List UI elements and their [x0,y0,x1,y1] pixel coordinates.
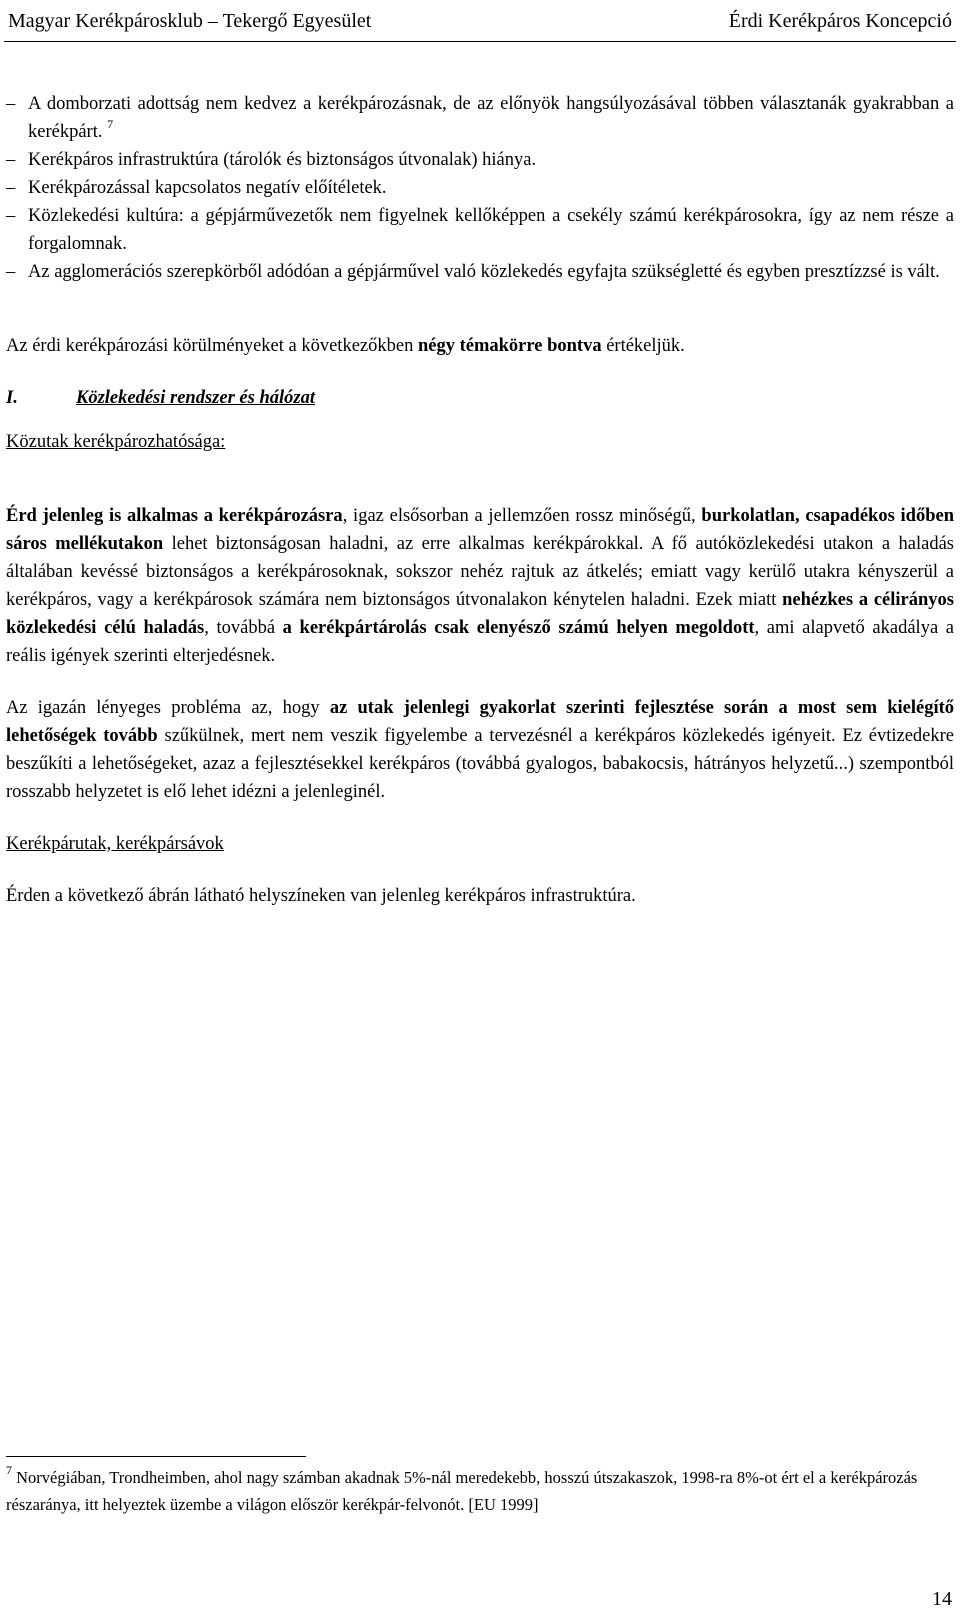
bullet-item [6,258,954,286]
paragraph-road-cyclability: Érd jelenleg is alkalmas a kerékpározásra, igaz elsősorban a jellemzően rossz minőségű, burkolatlan, csapadékos időben sáros mellékutakon lehet biztonságosan haladni, az erre alkalmas kerékpárokkal. A fő autóközlekedési utakon a haladás általában kevéssé biztonságos a kerékpárosoknak, sokszor nehéz rajtuk az átkelés; emiatt vagy kerülő utakra kényszerül a kerékpáros, vagy a kerékpárosok számára nem biztonságos útvonalakon kénytelen haladni. Ezek miatt nehézkes a célirányos közlekedési célú haladás, továbbá a kerékpártárolás csak elenyésző számú helyen megoldott, ami alapvető akadálya a reális igények szerinti elterjedésnek. [6,506,955,666]
intro-paragraph: Az érdi kerékpározási körülményeket a következőkben négy témakörre bontva értékeljük. [6,336,685,356]
footnote-number: 7 [6,1463,12,1477]
main-content [6,90,954,910]
bullet-text: A domborzati adottság nem kedvez a kerékpározásnak, de az előnyök hangsúlyozásával többen választanák gyakrabban a kerékpárt. [28,94,954,142]
dash-marker: – [6,262,16,282]
bullet-item [6,202,954,258]
section-title: Közlekedési rendszer és hálózat [76,388,315,408]
section-heading [6,384,954,412]
dash-marker: – [6,94,16,114]
subheading-bike-lanes: Kerékpárutak, kerékpársávok [6,834,224,854]
footnote-ref[interactable]: 7 [107,117,114,131]
intro-emphasis: négy témakörre bontva [417,336,602,356]
page-header [8,4,952,38]
bullet-text: Közlekedési kultúra: a gépjárművezetők nem figyelnek kellőképpen a csekély számú kerékpárosokra, így az nem része a forgalomnak. [28,206,954,254]
bullet-text: Kerékpározással kapcsolatos negatív előítéletek. [28,178,387,198]
section-number: I. [6,388,18,408]
bullet-item [6,146,954,174]
footnote-text: Norvégiában, Trondheimben, ahol nagy számban akadnak 5%-nál meredekebb, hosszú útszakaszok, 1998-ra 8%-ot ért el a kerékpározás részaránya, itt helyeztek üzembe a világon először kerékpár-felvonót. [EU 1999] [6,1468,918,1514]
page-number: 14 [932,1588,952,1610]
subheading-public-roads: Közutak kerékpározhatósága: [6,432,226,452]
bullet-item [6,174,954,202]
bullet-item [6,90,954,146]
paragraph-main-problem: Az igazán lényeges probléma az, hogy az utak jelenlegi gyakorlat szerinti fejlesztése során a most sem kielégítő lehetőségek tovább szűkülnek, mert nem veszik figyelembe a tervezésnél a kerékpáros közlekedés igényeit. Ez évtizedekre beszűkíti a lehetőségeket, azaz a fejlesztésekkel kerékpáros (továbbá gyalogos, babakocsis, hátrányos helyzetű...) szempontból rosszabb helyzetet is elő lehet idézni a jelenleginél. [6,698,954,802]
header-organization: Magyar Kerékpárosklub – Tekergő Egyesület [8,9,372,32]
dash-marker: – [6,178,16,198]
header-document-title: Érdi Kerékpáros Koncepció [728,9,952,32]
dash-marker: – [6,206,16,226]
paragraph-infrastructure: Érden a következő ábrán látható helyszíneken van jelenleg kerékpáros infrastruktúra. [6,886,636,906]
footnote-separator [6,1456,306,1457]
bullet-text: Az agglomerációs szerepkörből adódóan a gépjárművel való közlekedés egyfajta szükségletté és egyben presztízzsé is vált. [28,262,940,282]
footnote [6,1464,954,1518]
bullet-text: Kerékpáros infrastruktúra (tárolók és biztonságos útvonalak) hiánya. [28,150,537,170]
header-rule [4,41,956,42]
dash-marker: – [6,150,16,170]
